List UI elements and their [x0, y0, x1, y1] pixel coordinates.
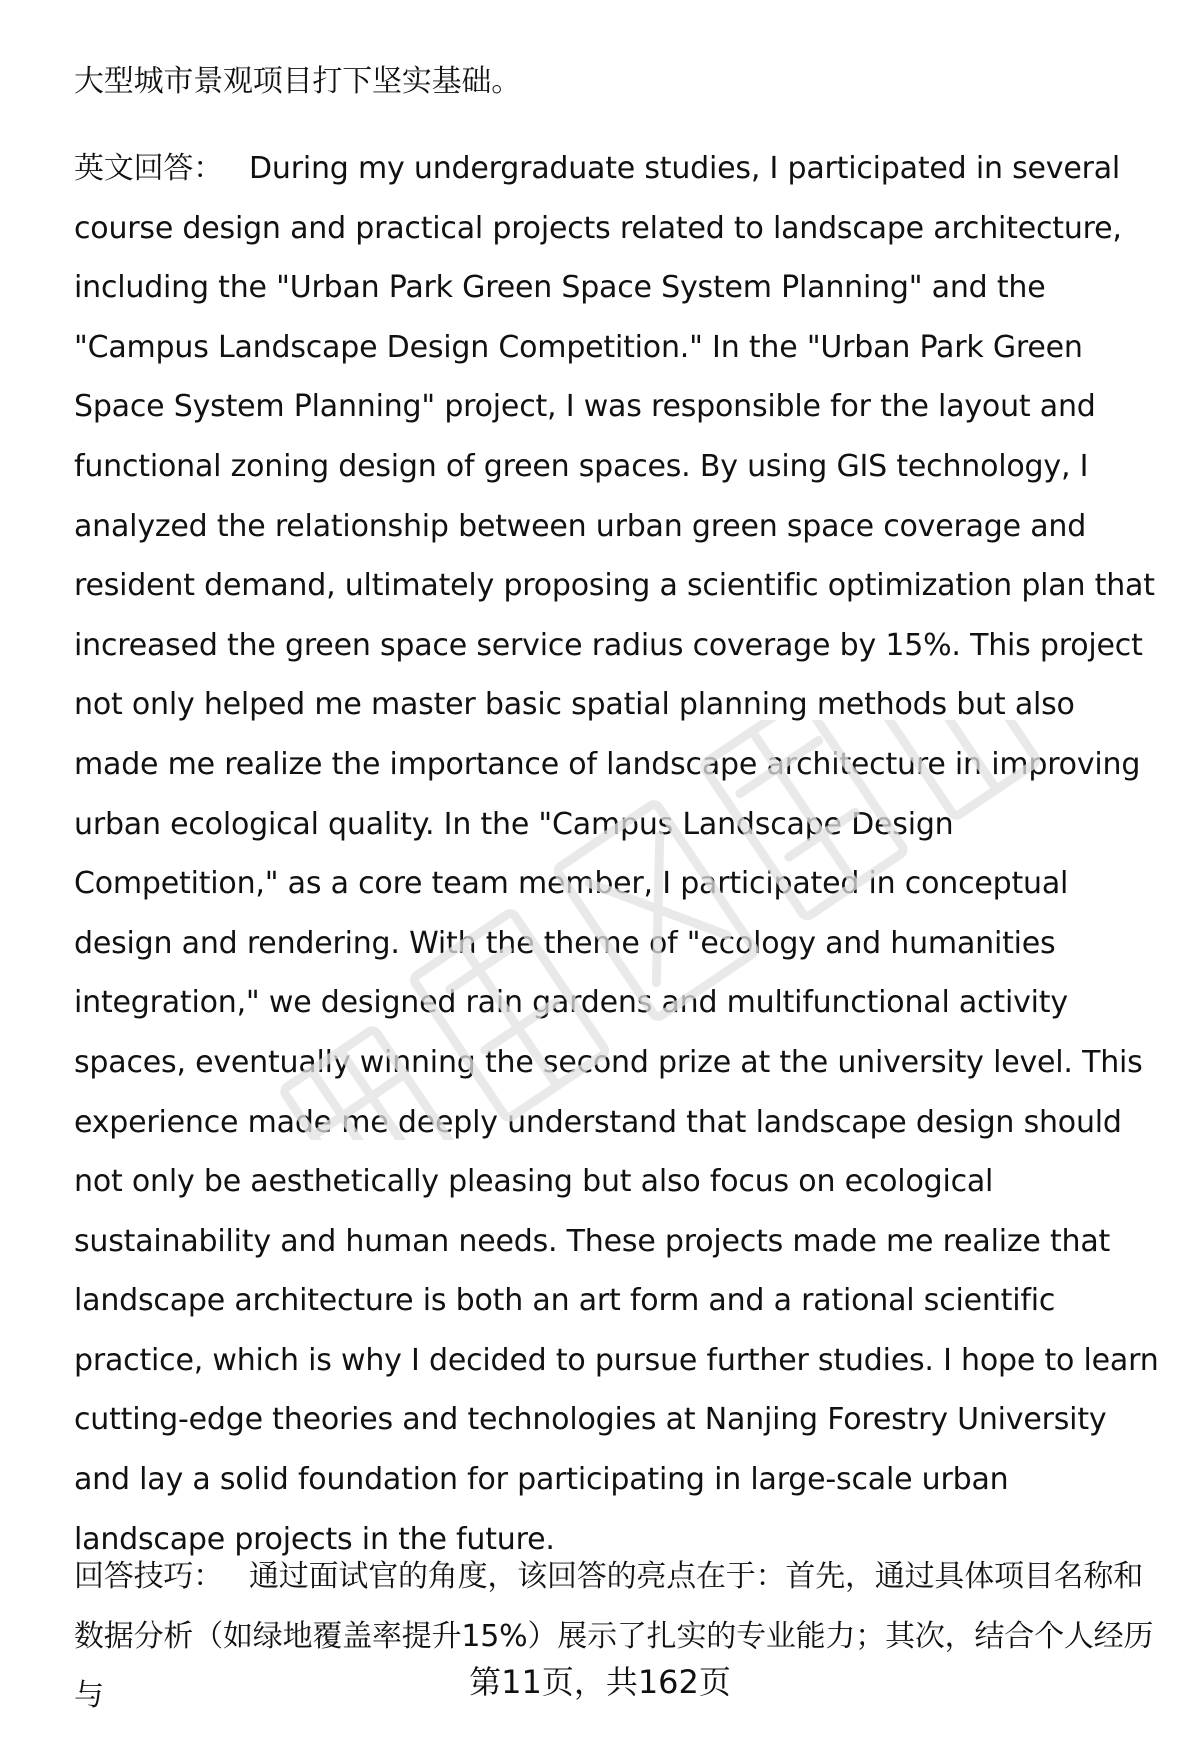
answer-tips-text: 通过面试官的角度，该回答的亮点在于：首先，通过具体项目名称和数据分析（如绿地覆盖率提升15%）展示了扎实的专业能力；其次，结合个人经历与 [74, 1559, 1154, 1714]
english-answer-text: During my undergraduate studies, I participated in several course design and practical projects related to landscape architecture, including the "Urban Park Green Space System Planning" and the "Campus Landscape Design Competition." In the "Urban Park Green Space System Planning" project, I was responsible for the layout and functional zoning design of green spaces. By using GIS technology, I analyzed the relationship between urban green space coverage and resident demand, ultimately proposing a scientific optimization plan that increased the green space service radius coverage by 15%. This project not only helped me master basic spatial planning methods but also made me realize the importance of landscape architecture in improving urban ecological quality. In the "Campus Landscape Design Competition," as a core team member, I participated in conceptual design and rendering. With the theme of "ecology and humanities integration," we designed rain gardens and multifunctional activity spaces, eventually winning the second prize at the university level. This experience made me deeply understand that landscape design should not only be aesthetically pleasing but also focus on ecological sustainability and human needs. These projects made me realize that landscape architecture is both an art form and a rational scientific practice, which is why I decided to pursue further studies. I hope to learn cutting-edge theories and technologies at Nanjing Forestry University and lay a solid foundation for participating in large-scale urban landscape projects in the future. [74, 151, 1159, 1557]
english-answer-paragraph [74, 139, 1160, 1569]
previous-paragraph-continuation [74, 52, 1160, 112]
answer-tips-label: 回答技巧： [74, 1559, 223, 1594]
page-number-footer: 第11页，共162页 [469, 1663, 731, 1701]
continuation-text: 大型城市景观项目打下坚实基础。 [74, 64, 521, 99]
english-answer-label: 英文回答： [74, 151, 223, 186]
